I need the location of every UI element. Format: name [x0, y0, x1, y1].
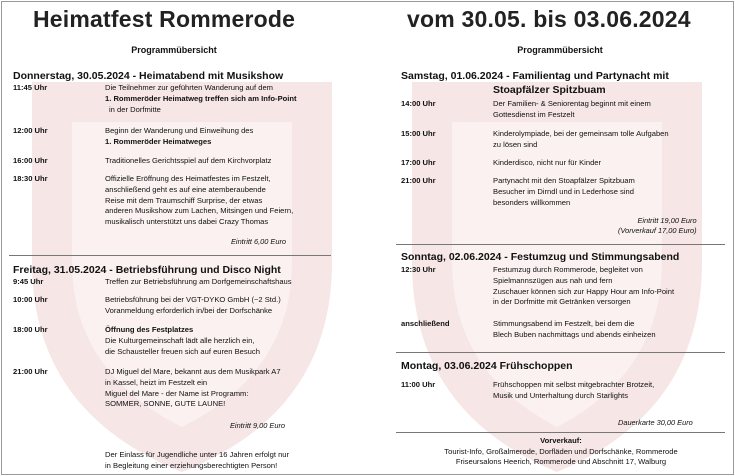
event-time: 21:00 Uhr: [401, 176, 436, 185]
event-line: Kinderolympiade, bei der gemeinsam tolle Aufgaben: [493, 129, 669, 138]
presale-heading: Vorverkauf:: [540, 436, 582, 445]
event-line: Stimmungsabend im Festzelt, bei dem die: [493, 319, 635, 328]
event-description: [105, 156, 271, 167]
event-sat-4: [401, 176, 731, 212]
event-time: 11:00 Uhr: [401, 380, 436, 389]
day-heading-line: Stoapfälzer Spitzbuam: [493, 84, 606, 96]
divider: [396, 244, 725, 245]
note-line: in Begleitung einer erziehungsberechtigten Person!: [105, 460, 278, 470]
day-heading-sunday: Sonntag, 02.06.2024 - Festumzug und Stimmungsabend: [401, 251, 680, 263]
event-line: besonders willkommen: [493, 197, 571, 207]
event-line: Offizielle Eröffnung des Heimatfestes im Festzelt,: [105, 174, 271, 183]
title-left: Heimatfest Rommerode: [33, 6, 296, 32]
event-line: Blech Buben nachmittags und abends einheizen: [493, 329, 656, 339]
event-sat-3: [401, 158, 731, 170]
event-description: [493, 265, 674, 308]
event-line: Miguel del Mare - der Name ist Programm:: [105, 388, 249, 398]
event-description: [105, 295, 281, 317]
price-saturday: [618, 216, 697, 236]
subtitle-right: Programmübersicht: [517, 45, 603, 55]
note-text: [105, 450, 289, 472]
event-thu-2: [13, 126, 333, 150]
youth-note: [105, 450, 335, 474]
event-line: Besucher im Dirndl und in Lederhose sind: [493, 186, 634, 196]
event-line: Betriebsführung bei der VGT-DYKO GmbH (~2 Std.): [105, 295, 281, 304]
event-time: 9:45 Uhr: [13, 277, 44, 286]
divider: [396, 432, 725, 433]
event-line: die Schausteller freuen sich auf euren Besuch: [105, 346, 260, 356]
day-heading-friday: Freitag, 31.05.2024 - Betriebsführung und Disco Night: [13, 264, 281, 276]
event-description: [493, 99, 651, 121]
event-line: Gottesdienst im Festzelt: [493, 109, 575, 119]
event-line: Reise mit dem Traumschiff Surprise, der etwas: [105, 195, 263, 205]
event-line: Der Familien- & Seniorentag beginnt mit einem: [493, 99, 651, 108]
event-line: in der Dorfmitte mit Getränken versorgen: [493, 297, 631, 307]
event-line: Kinderdisco, nicht nur für Kinder: [493, 158, 602, 167]
event-line: in Kassel, heizt im Festzelt ein: [105, 377, 208, 387]
event-line: Festumzug durch Rommerode, begleitet von: [493, 265, 643, 274]
price-friday: Eintritt 9,00 Euro: [230, 421, 286, 430]
event-line: Voranmeldung erforderlich in/bei der Dorfschänke: [105, 305, 273, 315]
event-description: [493, 380, 654, 402]
event-time: 16:00 Uhr: [13, 156, 48, 165]
event-time: 15:00 Uhr: [401, 129, 436, 138]
presale-line: Friseursalons Heerich, Rommerode und Abschnitt 17, Walburg: [455, 457, 667, 467]
event-description: [493, 319, 656, 341]
event-fri-4: [13, 367, 343, 413]
event-line: in der Dorfmitte: [109, 104, 161, 114]
event-line: Partynacht mit den Stoapfälzer Spitzbuam: [493, 176, 635, 185]
event-line: Zuschauer können sich zur Happy Hour am Info-Point: [493, 286, 675, 296]
subtitle-left: Programmübersicht: [131, 45, 217, 55]
event-sat-2: [401, 129, 731, 153]
day-heading-thursday: Donnerstag, 30.05.2024 - Heimatabend mit Musikshow: [13, 70, 284, 82]
event-fri-3: [13, 325, 343, 361]
event-time: 12:30 Uhr: [401, 265, 436, 274]
event-time: 17:00 Uhr: [401, 158, 436, 167]
presale-line: Tourist-Info, Großalmerode, Dorfläden und Dorfschänke, Rommerode: [444, 446, 678, 456]
event-fri-1: [13, 277, 343, 289]
event-line: zu lösen sind: [493, 139, 538, 149]
day-heading-saturday: [401, 69, 669, 97]
event-line: 1. Rommeröder Heimatweg treffen sich am Info-Point: [105, 93, 297, 103]
event-line: Die Teilnehmer zur geführten Wanderung auf dem: [105, 83, 273, 92]
event-line: Traditionelles Gerichtsspiel auf dem Kirchvorplatz: [105, 156, 272, 165]
price-thursday: Eintritt 6,00 Euro: [231, 237, 287, 246]
day-heading-monday: Montag, 03.06.2024 Frühschoppen: [401, 360, 573, 372]
event-description: [105, 83, 297, 115]
event-line: SOMMER, SONNE, GUTE LAUNE!: [105, 399, 226, 409]
event-description: [493, 176, 635, 208]
event-time: 18:30 Uhr: [13, 174, 48, 183]
event-line: Frühschoppen mit selbst mitgebrachter Brotzeit,: [493, 380, 655, 389]
event-line: Treffen zur Betriebsführung am Dorfgemeinschaftshaus: [105, 277, 292, 286]
event-line: Musik und Unterhaltung durch Starlights: [493, 390, 629, 400]
divider: [396, 352, 725, 353]
event-thu-3: [13, 156, 333, 168]
event-description: [493, 129, 669, 151]
event-line: anderen Musikshow zum Lachen, Mitsingen und Feiern,: [105, 206, 294, 216]
event-description: [105, 367, 281, 410]
event-line: musikalisch unterstützt uns dabei Crazy Thomas: [105, 217, 269, 227]
event-sat-1: [401, 99, 731, 123]
event-time: 10:00 Uhr: [13, 295, 48, 304]
event-thu-4: [13, 174, 343, 232]
price-monday: Dauerkarte 30,00 Euro: [618, 418, 693, 427]
event-fri-2: [13, 295, 343, 319]
event-description: [105, 126, 253, 148]
program-flyer: [1, 1, 734, 475]
title-right: vom 30.05. bis 03.06.2024: [407, 6, 691, 32]
event-description: [105, 174, 293, 228]
event-line: Öffnung des Festplatzes: [105, 325, 194, 334]
event-description: [105, 325, 260, 357]
event-time: 11:45 Uhr: [13, 83, 48, 92]
event-line: Spielmannszügen aus nah und fern: [493, 275, 613, 285]
event-mon-1: [401, 380, 731, 404]
event-line: 1. Rommeröder Heimatweges: [105, 136, 212, 146]
divider: [9, 255, 331, 256]
price-line: Eintritt 19,00 Euro: [637, 216, 697, 225]
event-sun-2: [401, 319, 731, 343]
event-time: 14:00 Uhr: [401, 99, 436, 108]
event-line: Die Kulturgemeinschaft lädt alle herzlich ein,: [105, 335, 255, 345]
event-time: anschließend: [401, 319, 450, 328]
event-line: DJ Miguel del Mare, bekannt aus dem Musikpark A7: [105, 367, 281, 376]
event-time: 12:00 Uhr: [13, 126, 48, 135]
event-line: anschließend geht es auf eine atemberaubende: [105, 184, 266, 194]
note-line: Der Einlass für Jugendliche unter 16 Jahren erfolgt nur: [105, 450, 290, 459]
presale-info: [398, 436, 724, 468]
event-time: 21:00 Uhr: [13, 367, 48, 376]
event-thu-1: [13, 83, 333, 123]
event-time: 18:00 Uhr: [13, 325, 48, 334]
price-line: (Vorverkauf 17,00 Euro): [618, 226, 697, 235]
event-description: [493, 158, 601, 169]
event-description: [105, 277, 292, 288]
day-heading-line: Samstag, 01.06.2024 - Familientag und Partynacht mit: [401, 70, 669, 82]
event-sun-1: [401, 265, 731, 311]
event-line: Beginn der Wanderung und Einweihung des: [105, 126, 254, 135]
